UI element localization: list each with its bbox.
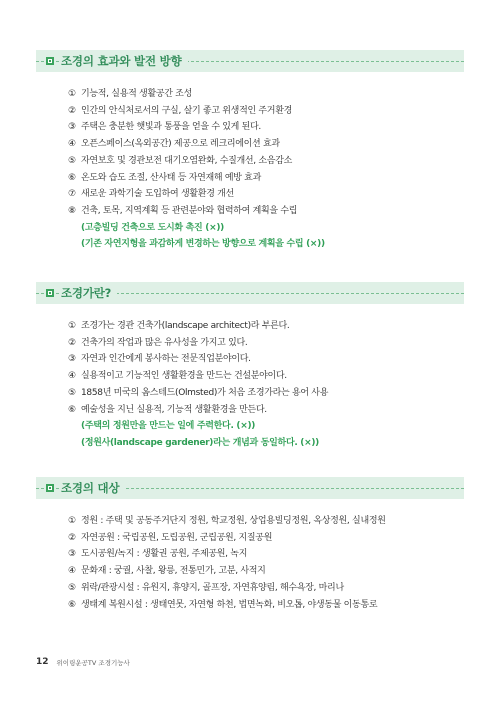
section-header [36,282,464,304]
list-item [68,153,464,170]
item-number: ⑤ [68,582,76,593]
item-text: 자연공원 : 국립공원, 도립공원, 군립공원, 지질공원 [81,532,273,543]
item-number: ④ [68,371,76,382]
section-landscape-targets [36,477,464,613]
item-number: ⑥ [68,172,76,183]
item-number: ⑥ [68,404,76,415]
item-list [36,513,464,613]
list-item [68,86,464,103]
item-text: 정원 : 주택 및 공동주거단지 정원, 학교정원, 상업용빌딩정원, 옥상정원, 실내정원 [81,516,386,526]
item-text: 1858년 미국의 옴스테드(Olmsted)가 처음 조경가라는 용어 사용 [81,387,329,398]
item-number: ⑥ [68,599,76,610]
item-number: ④ [68,139,76,150]
wrong-answer-note: (기존 자연지형을 과감하게 변경하는 방향으로 계획을 수립 (×)) [81,239,325,250]
list-item [68,170,464,187]
list-item [68,513,464,530]
item-text: 건축가의 작업과 많은 유사성을 가지고 있다. [81,337,248,348]
item-number: ⑦ [68,189,76,200]
list-item [68,203,464,220]
section-effects [36,50,464,253]
square-bullet-icon [46,484,54,492]
item-number: ② [68,105,76,116]
section-header [36,477,464,499]
wrong-answer-note: (주택의 정원만을 만드는 일에 주력한다. (×)) [81,421,256,432]
list-item [68,402,464,419]
item-text: 건축, 토목, 지역계획 등 관련분야와 협력하여 계획을 수립 [81,205,298,216]
list-item [68,368,464,385]
list-item [68,186,464,203]
item-text: 온도와 습도 조절, 산사태 등 자연재해 예방 효과 [81,172,261,183]
list-item [68,119,464,136]
item-number: ① [68,321,76,331]
item-number: ④ [68,566,76,577]
item-number: ③ [68,549,76,560]
item-text: 새로운 과학기술 도입하여 생활환경 개선 [81,189,234,200]
item-text: 기능적, 실용적 생활공간 조성 [81,89,192,99]
section-title: 조경가란? [61,285,117,301]
item-text: 인간의 안식처로서의 구실, 살기 좋고 위생적인 주거환경 [81,105,292,116]
item-text: 주택은 충분한 햇빛과 통풍을 얻을 수 있게 된다. [81,122,261,133]
item-list [36,318,464,452]
item-text: 위락/관광시설 : 유원지, 휴양지, 골프장, 자연휴양림, 해수욕장, 마리나 [81,582,344,593]
item-text: 예술성을 지닌 실용적, 기능적 생활환경을 만든다. [81,404,267,415]
item-text: 생태계 복원시설 : 생태연못, 자연형 하천, 법면녹화, 비오톱, 야생동물 이동통로 [81,599,378,610]
item-number: ② [68,337,76,348]
item-number: ② [68,532,76,543]
item-number: ⑤ [68,387,76,398]
list-item [68,351,464,368]
item-number: ① [68,89,76,99]
list-item [68,563,464,580]
section-title: 조경의 대상 [61,480,125,496]
item-number: ③ [68,122,76,133]
list-item [68,335,464,352]
item-text: 자연보호 및 경관보전 대기오염완화, 수질개선, 소음감소 [81,155,292,166]
list-item [68,103,464,120]
list-item [68,597,464,614]
item-number: ⑧ [68,205,76,216]
list-item [68,530,464,547]
square-bullet-icon [46,289,54,297]
item-text: 조경가는 경관 건축가(landscape architect)라 부른다. [81,321,290,331]
list-item [68,546,464,563]
section-landscape-architect [36,282,464,452]
item-text: 자연과 인간에게 봉사하는 전문직업분야이다. [81,354,251,365]
list-item [68,318,464,335]
item-number: ① [68,516,76,526]
item-text: 오픈스페이스(옥외공간) 제공으로 레크리에이션 효과 [81,139,280,150]
page-footer [36,657,130,667]
item-number: ⑤ [68,155,76,166]
wrong-answer-note: (고층빌딩 건축으로 도시화 촉진 (×)) [81,222,224,233]
item-number: ③ [68,354,76,365]
section-header [36,50,464,72]
wrong-answer-note: (정원사(landscape gardener)라는 개념과 동일하다. (×)) [81,437,319,448]
square-bullet-icon [46,57,54,65]
item-text: 문화재 : 궁궐, 사찰, 왕릉, 전통민가, 고분, 사적지 [81,566,266,577]
page-number: 12 [36,657,49,667]
item-list [36,86,464,253]
book-title: 위이링운공TV 조경기능사 [56,658,130,667]
section-title: 조경의 효과와 발전 방향 [61,53,188,69]
item-text: 도시공원/녹지 : 생활권 공원, 주제공원, 녹지 [81,549,248,560]
list-item [68,136,464,153]
item-text: 실용적이고 기능적인 생활환경을 만드는 건설분야이다. [81,371,287,382]
list-item [68,385,464,402]
list-item [68,580,464,597]
